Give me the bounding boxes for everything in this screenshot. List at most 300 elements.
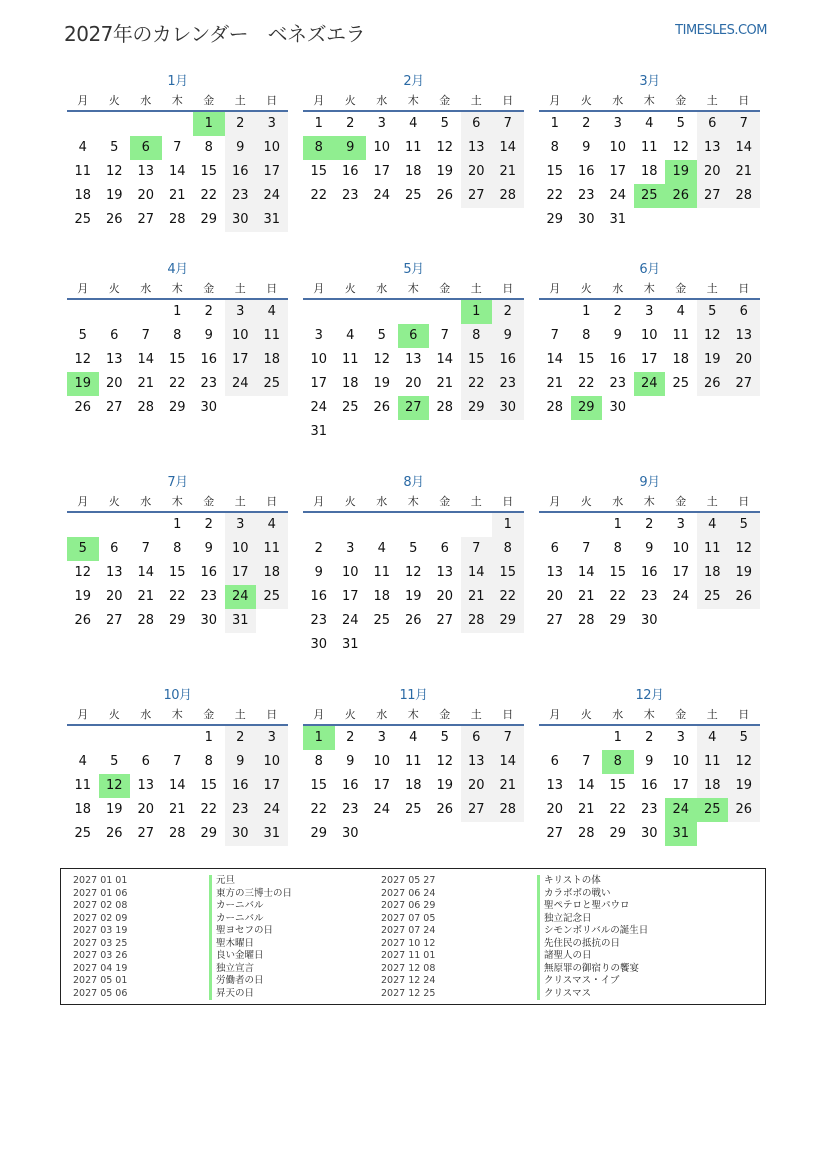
day-cell[interactable]: 6	[550, 754, 559, 769]
day-cell[interactable]: 14	[137, 565, 155, 580]
day-cell[interactable]: 28	[728, 184, 760, 208]
day-cell[interactable]: 23	[492, 372, 524, 396]
day-cell[interactable]: 17	[373, 164, 391, 179]
day-cell[interactable]: 8	[613, 541, 622, 556]
day-cell[interactable]: 10	[640, 328, 658, 343]
day-cell[interactable]: 12	[105, 164, 123, 179]
day-cell[interactable]: 26	[74, 613, 92, 628]
day-cell[interactable]: 1	[204, 730, 213, 745]
day-cell[interactable]: 2	[492, 300, 524, 324]
day-cell[interactable]: 20	[461, 160, 493, 184]
day-cell[interactable]: 9	[645, 541, 654, 556]
day-cell[interactable]: 13	[697, 136, 729, 160]
day-cell[interactable]: 24	[225, 372, 257, 396]
day-cell[interactable]: 22	[310, 188, 328, 203]
holiday-day-cell[interactable]: 24	[665, 798, 697, 822]
day-cell[interactable]: 22	[168, 589, 186, 604]
day-cell[interactable]: 29	[609, 613, 627, 628]
day-cell[interactable]: 2	[314, 541, 323, 556]
day-cell[interactable]: 25	[74, 826, 92, 841]
day-cell[interactable]: 5	[728, 726, 760, 750]
day-cell[interactable]: 10	[256, 750, 288, 774]
day-cell[interactable]: 21	[492, 160, 524, 184]
day-cell[interactable]: 28	[492, 184, 524, 208]
day-cell[interactable]: 2	[346, 116, 355, 131]
day-cell[interactable]: 23	[225, 184, 257, 208]
day-cell[interactable]: 27	[461, 184, 493, 208]
day-cell[interactable]: 15	[168, 565, 186, 580]
day-cell[interactable]: 16	[200, 352, 218, 367]
day-cell[interactable]: 26	[436, 188, 454, 203]
day-cell[interactable]: 1	[314, 116, 323, 131]
day-cell[interactable]: 20	[105, 589, 123, 604]
day-cell[interactable]: 16	[310, 589, 328, 604]
day-cell[interactable]: 3	[377, 116, 386, 131]
day-cell[interactable]: 11	[672, 328, 690, 343]
day-cell[interactable]: 13	[546, 565, 564, 580]
day-cell[interactable]: 19	[436, 164, 454, 179]
day-cell[interactable]: 1	[613, 730, 622, 745]
day-cell[interactable]: 17	[341, 589, 359, 604]
day-cell[interactable]: 21	[137, 589, 155, 604]
day-cell[interactable]: 9	[314, 565, 323, 580]
day-cell[interactable]: 22	[546, 188, 564, 203]
day-cell[interactable]: 3	[314, 328, 323, 343]
day-cell[interactable]: 14	[577, 565, 595, 580]
day-cell[interactable]: 25	[672, 376, 690, 391]
day-cell[interactable]: 8	[173, 541, 182, 556]
day-cell[interactable]: 28	[137, 613, 155, 628]
day-cell[interactable]: 5	[440, 730, 449, 745]
day-cell[interactable]: 2	[204, 304, 213, 319]
day-cell[interactable]: 27	[546, 613, 564, 628]
day-cell[interactable]: 13	[546, 778, 564, 793]
day-cell[interactable]: 9	[225, 136, 257, 160]
day-cell[interactable]: 25	[404, 188, 422, 203]
day-cell[interactable]: 17	[225, 561, 257, 585]
day-cell[interactable]: 20	[404, 376, 422, 391]
day-cell[interactable]: 23	[200, 376, 218, 391]
day-cell[interactable]: 23	[341, 802, 359, 817]
day-cell[interactable]: 1	[173, 304, 182, 319]
day-cell[interactable]: 1	[613, 517, 622, 532]
day-cell[interactable]: 9	[204, 328, 213, 343]
day-cell[interactable]: 10	[373, 140, 391, 155]
day-cell[interactable]: 4	[409, 730, 418, 745]
day-cell[interactable]: 25	[74, 212, 92, 227]
day-cell[interactable]: 16	[640, 778, 658, 793]
day-cell[interactable]: 27	[436, 613, 454, 628]
day-cell[interactable]: 24	[256, 798, 288, 822]
day-cell[interactable]: 5	[676, 116, 685, 131]
day-cell[interactable]: 23	[609, 376, 627, 391]
day-cell[interactable]: 15	[577, 352, 595, 367]
day-cell[interactable]: 29	[200, 212, 218, 227]
day-cell[interactable]: 2	[225, 726, 257, 750]
day-cell[interactable]: 31	[341, 637, 359, 652]
day-cell[interactable]: 7	[582, 541, 591, 556]
day-cell[interactable]: 27	[697, 184, 729, 208]
day-cell[interactable]: 2	[645, 730, 654, 745]
day-cell[interactable]: 6	[110, 328, 119, 343]
day-cell[interactable]: 13	[137, 164, 155, 179]
day-cell[interactable]: 9	[204, 541, 213, 556]
day-cell[interactable]: 22	[492, 585, 524, 609]
day-cell[interactable]: 11	[256, 537, 288, 561]
day-cell[interactable]: 6	[141, 754, 150, 769]
holiday-day-cell[interactable]: 8	[602, 750, 634, 774]
day-cell[interactable]: 10	[609, 140, 627, 155]
holiday-day-cell[interactable]: 29	[571, 396, 603, 420]
day-cell[interactable]: 26	[74, 400, 92, 415]
holiday-day-cell[interactable]: 27	[398, 396, 430, 420]
day-cell[interactable]: 17	[672, 778, 690, 793]
day-cell[interactable]: 29	[168, 613, 186, 628]
day-cell[interactable]: 22	[200, 802, 218, 817]
day-cell[interactable]: 2	[613, 304, 622, 319]
day-cell[interactable]: 19	[728, 561, 760, 585]
day-cell[interactable]: 16	[200, 565, 218, 580]
day-cell[interactable]: 21	[137, 376, 155, 391]
day-cell[interactable]: 20	[546, 589, 564, 604]
day-cell[interactable]: 6	[697, 112, 729, 136]
day-cell[interactable]: 13	[728, 324, 760, 348]
day-cell[interactable]: 25	[256, 372, 288, 396]
holiday-day-cell[interactable]: 19	[67, 372, 99, 396]
day-cell[interactable]: 9	[225, 750, 257, 774]
day-cell[interactable]: 3	[676, 730, 685, 745]
day-cell[interactable]: 15	[310, 778, 328, 793]
day-cell[interactable]: 21	[168, 188, 186, 203]
day-cell[interactable]: 14	[546, 352, 564, 367]
day-cell[interactable]: 8	[582, 328, 591, 343]
day-cell[interactable]: 4	[256, 300, 288, 324]
day-cell[interactable]: 18	[256, 561, 288, 585]
day-cell[interactable]: 28	[137, 400, 155, 415]
day-cell[interactable]: 15	[492, 561, 524, 585]
day-cell[interactable]: 9	[582, 140, 591, 155]
day-cell[interactable]: 18	[373, 589, 391, 604]
day-cell[interactable]: 23	[225, 798, 257, 822]
day-cell[interactable]: 4	[78, 140, 87, 155]
holiday-day-cell[interactable]: 26	[665, 184, 697, 208]
day-cell[interactable]: 10	[256, 136, 288, 160]
day-cell[interactable]: 7	[440, 328, 449, 343]
day-cell[interactable]: 14	[492, 136, 524, 160]
day-cell[interactable]: 12	[74, 352, 92, 367]
day-cell[interactable]: 21	[577, 802, 595, 817]
day-cell[interactable]: 5	[697, 300, 729, 324]
day-cell[interactable]: 2	[225, 112, 257, 136]
day-cell[interactable]: 9	[613, 328, 622, 343]
day-cell[interactable]: 15	[200, 164, 218, 179]
day-cell[interactable]: 16	[225, 160, 257, 184]
day-cell[interactable]: 26	[436, 802, 454, 817]
day-cell[interactable]: 26	[728, 798, 760, 822]
day-cell[interactable]: 4	[346, 328, 355, 343]
day-cell[interactable]: 11	[404, 754, 422, 769]
day-cell[interactable]: 28	[461, 609, 493, 633]
holiday-day-cell[interactable]: 8	[303, 136, 335, 160]
day-cell[interactable]: 21	[546, 376, 564, 391]
day-cell[interactable]: 26	[404, 613, 422, 628]
day-cell[interactable]: 14	[492, 750, 524, 774]
day-cell[interactable]: 2	[582, 116, 591, 131]
day-cell[interactable]: 31	[225, 609, 257, 633]
day-cell[interactable]: 16	[577, 164, 595, 179]
day-cell[interactable]: 5	[409, 541, 418, 556]
day-cell[interactable]: 21	[461, 585, 493, 609]
day-cell[interactable]: 21	[577, 589, 595, 604]
day-cell[interactable]: 7	[582, 754, 591, 769]
day-cell[interactable]: 7	[492, 726, 524, 750]
day-cell[interactable]: 8	[204, 754, 213, 769]
day-cell[interactable]: 26	[728, 585, 760, 609]
day-cell[interactable]: 22	[168, 376, 186, 391]
day-cell[interactable]: 23	[200, 589, 218, 604]
day-cell[interactable]: 19	[105, 802, 123, 817]
day-cell[interactable]: 27	[137, 212, 155, 227]
day-cell[interactable]: 16	[492, 348, 524, 372]
day-cell[interactable]: 21	[728, 160, 760, 184]
day-cell[interactable]: 13	[105, 352, 123, 367]
day-cell[interactable]: 7	[141, 541, 150, 556]
day-cell[interactable]: 1	[492, 513, 524, 537]
day-cell[interactable]: 26	[697, 372, 729, 396]
day-cell[interactable]: 31	[310, 424, 328, 439]
day-cell[interactable]: 4	[256, 513, 288, 537]
day-cell[interactable]: 7	[492, 112, 524, 136]
day-cell[interactable]: 4	[409, 116, 418, 131]
day-cell[interactable]: 17	[672, 565, 690, 580]
day-cell[interactable]: 19	[404, 589, 422, 604]
day-cell[interactable]: 30	[225, 208, 257, 232]
day-cell[interactable]: 25	[697, 585, 729, 609]
day-cell[interactable]: 16	[225, 774, 257, 798]
day-cell[interactable]: 12	[697, 324, 729, 348]
day-cell[interactable]: 28	[577, 613, 595, 628]
day-cell[interactable]: 11	[341, 352, 359, 367]
holiday-day-cell[interactable]: 24	[634, 372, 666, 396]
day-cell[interactable]: 3	[645, 304, 654, 319]
day-cell[interactable]: 27	[137, 826, 155, 841]
day-cell[interactable]: 13	[137, 778, 155, 793]
day-cell[interactable]: 18	[697, 561, 729, 585]
day-cell[interactable]: 27	[728, 372, 760, 396]
day-cell[interactable]: 24	[609, 188, 627, 203]
day-cell[interactable]: 30	[200, 400, 218, 415]
day-cell[interactable]: 21	[436, 376, 454, 391]
day-cell[interactable]: 7	[550, 328, 559, 343]
day-cell[interactable]: 4	[697, 726, 729, 750]
day-cell[interactable]: 4	[78, 754, 87, 769]
day-cell[interactable]: 6	[110, 541, 119, 556]
day-cell[interactable]: 3	[225, 300, 257, 324]
day-cell[interactable]: 14	[461, 561, 493, 585]
day-cell[interactable]: 14	[728, 136, 760, 160]
day-cell[interactable]: 29	[492, 609, 524, 633]
holiday-day-cell[interactable]: 1	[461, 300, 493, 324]
day-cell[interactable]: 13	[436, 565, 454, 580]
day-cell[interactable]: 5	[728, 513, 760, 537]
day-cell[interactable]: 6	[461, 112, 493, 136]
day-cell[interactable]: 13	[461, 136, 493, 160]
day-cell[interactable]: 12	[728, 537, 760, 561]
day-cell[interactable]: 17	[310, 376, 328, 391]
site-link[interactable]: TIMESLES.COM	[675, 23, 767, 38]
day-cell[interactable]: 28	[492, 798, 524, 822]
holiday-day-cell[interactable]: 24	[225, 585, 257, 609]
day-cell[interactable]: 27	[105, 613, 123, 628]
day-cell[interactable]: 31	[609, 212, 627, 227]
day-cell[interactable]: 30	[640, 613, 658, 628]
day-cell[interactable]: 13	[404, 352, 422, 367]
day-cell[interactable]: 30	[225, 822, 257, 846]
day-cell[interactable]: 10	[225, 324, 257, 348]
day-cell[interactable]: 11	[697, 537, 729, 561]
day-cell[interactable]: 22	[310, 802, 328, 817]
day-cell[interactable]: 1	[550, 116, 559, 131]
day-cell[interactable]: 18	[74, 188, 92, 203]
day-cell[interactable]: 20	[697, 160, 729, 184]
day-cell[interactable]: 11	[697, 750, 729, 774]
day-cell[interactable]: 6	[440, 541, 449, 556]
day-cell[interactable]: 2	[346, 730, 355, 745]
day-cell[interactable]: 20	[728, 348, 760, 372]
day-cell[interactable]: 27	[461, 798, 493, 822]
holiday-day-cell[interactable]: 1	[193, 112, 225, 136]
day-cell[interactable]: 22	[200, 188, 218, 203]
day-cell[interactable]: 24	[310, 400, 328, 415]
day-cell[interactable]: 23	[640, 589, 658, 604]
day-cell[interactable]: 28	[168, 826, 186, 841]
day-cell[interactable]: 3	[613, 116, 622, 131]
day-cell[interactable]: 7	[173, 140, 182, 155]
day-cell[interactable]: 20	[137, 802, 155, 817]
day-cell[interactable]: 25	[404, 802, 422, 817]
day-cell[interactable]: 30	[640, 826, 658, 841]
day-cell[interactable]: 18	[341, 376, 359, 391]
day-cell[interactable]: 29	[461, 396, 493, 420]
day-cell[interactable]: 18	[697, 774, 729, 798]
day-cell[interactable]: 15	[200, 778, 218, 793]
day-cell[interactable]: 14	[577, 778, 595, 793]
day-cell[interactable]: 30	[200, 613, 218, 628]
day-cell[interactable]: 6	[461, 726, 493, 750]
day-cell[interactable]: 12	[74, 565, 92, 580]
day-cell[interactable]: 29	[168, 400, 186, 415]
day-cell[interactable]: 19	[373, 376, 391, 391]
day-cell[interactable]: 20	[546, 802, 564, 817]
day-cell[interactable]: 7	[461, 537, 493, 561]
day-cell[interactable]: 15	[546, 164, 564, 179]
day-cell[interactable]: 4	[377, 541, 386, 556]
day-cell[interactable]: 28	[577, 826, 595, 841]
day-cell[interactable]: 30	[577, 212, 595, 227]
day-cell[interactable]: 3	[225, 513, 257, 537]
day-cell[interactable]: 10	[672, 754, 690, 769]
day-cell[interactable]: 10	[672, 541, 690, 556]
day-cell[interactable]: 1	[582, 304, 591, 319]
day-cell[interactable]: 8	[461, 324, 493, 348]
day-cell[interactable]: 20	[137, 188, 155, 203]
day-cell[interactable]: 24	[256, 184, 288, 208]
day-cell[interactable]: 14	[436, 352, 454, 367]
day-cell[interactable]: 30	[492, 396, 524, 420]
day-cell[interactable]: 9	[346, 754, 355, 769]
day-cell[interactable]: 31	[256, 208, 288, 232]
holiday-day-cell[interactable]: 1	[303, 726, 335, 750]
holiday-day-cell[interactable]: 31	[665, 822, 697, 846]
day-cell[interactable]: 4	[697, 513, 729, 537]
day-cell[interactable]: 29	[609, 826, 627, 841]
day-cell[interactable]: 18	[404, 778, 422, 793]
day-cell[interactable]: 5	[110, 140, 119, 155]
day-cell[interactable]: 30	[609, 400, 627, 415]
day-cell[interactable]: 18	[404, 164, 422, 179]
day-cell[interactable]: 12	[728, 750, 760, 774]
day-cell[interactable]: 21	[492, 774, 524, 798]
day-cell[interactable]: 4	[645, 116, 654, 131]
day-cell[interactable]: 23	[310, 613, 328, 628]
day-cell[interactable]: 18	[672, 352, 690, 367]
day-cell[interactable]: 9	[645, 754, 654, 769]
day-cell[interactable]: 16	[341, 164, 359, 179]
day-cell[interactable]: 26	[105, 826, 123, 841]
day-cell[interactable]: 10	[310, 352, 328, 367]
day-cell[interactable]: 22	[609, 589, 627, 604]
day-cell[interactable]: 8	[550, 140, 559, 155]
day-cell[interactable]: 22	[609, 802, 627, 817]
day-cell[interactable]: 8	[173, 328, 182, 343]
day-cell[interactable]: 8	[204, 140, 213, 155]
day-cell[interactable]: 20	[461, 774, 493, 798]
day-cell[interactable]: 21	[168, 802, 186, 817]
day-cell[interactable]: 15	[168, 352, 186, 367]
day-cell[interactable]: 18	[256, 348, 288, 372]
day-cell[interactable]: 19	[728, 774, 760, 798]
day-cell[interactable]: 5	[440, 116, 449, 131]
day-cell[interactable]: 29	[200, 826, 218, 841]
day-cell[interactable]: 24	[373, 802, 391, 817]
day-cell[interactable]: 12	[404, 565, 422, 580]
holiday-day-cell[interactable]: 9	[335, 136, 367, 160]
day-cell[interactable]: 17	[373, 778, 391, 793]
day-cell[interactable]: 11	[74, 164, 92, 179]
day-cell[interactable]: 10	[225, 537, 257, 561]
day-cell[interactable]: 12	[672, 140, 690, 155]
day-cell[interactable]: 16	[609, 352, 627, 367]
day-cell[interactable]: 17	[609, 164, 627, 179]
holiday-day-cell[interactable]: 6	[130, 136, 162, 160]
day-cell[interactable]: 19	[74, 589, 92, 604]
day-cell[interactable]: 15	[310, 164, 328, 179]
day-cell[interactable]: 9	[492, 324, 524, 348]
day-cell[interactable]: 22	[461, 372, 493, 396]
day-cell[interactable]: 19	[697, 348, 729, 372]
day-cell[interactable]: 25	[373, 613, 391, 628]
day-cell[interactable]: 11	[640, 140, 658, 155]
day-cell[interactable]: 2	[204, 517, 213, 532]
day-cell[interactable]: 26	[105, 212, 123, 227]
day-cell[interactable]: 17	[256, 774, 288, 798]
day-cell[interactable]: 18	[74, 802, 92, 817]
day-cell[interactable]: 3	[377, 730, 386, 745]
holiday-day-cell[interactable]: 5	[67, 537, 99, 561]
day-cell[interactable]: 27	[546, 826, 564, 841]
day-cell[interactable]: 26	[373, 400, 391, 415]
day-cell[interactable]: 14	[168, 778, 186, 793]
